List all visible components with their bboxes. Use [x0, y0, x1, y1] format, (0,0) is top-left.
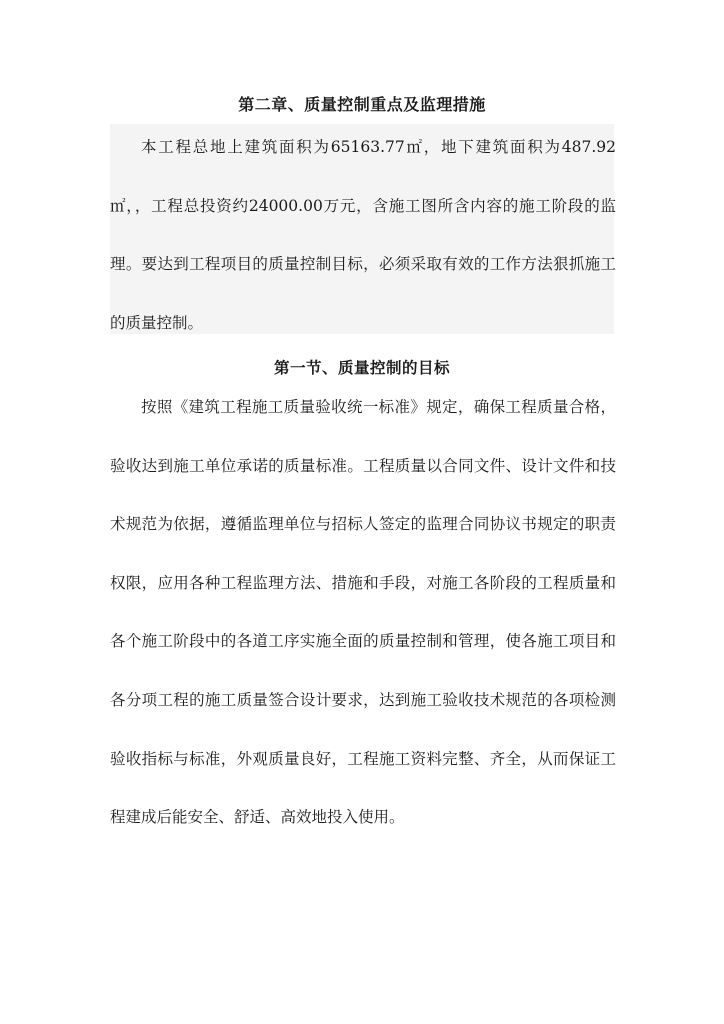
section-body-paragraph: 按照《建筑工程施工质量验收统一标准》规定，确保工程质量合格，验收达到施工单位承诺的质量标准。工程质量以合同文件、设计文件和技术规范为依据，遵循监理单位与招标人签定的监理合同协议书规定的职责权限，应用各种工程监理方法、措施和手段，对施工各阶段的工程质量和各个施工阶段中的各道工序实施全面的质量控制和管理，使各施工项目和各分项工程的施工质量签合设计要求，达到施工验收技术规范的各项检测验收指标与标准，外观质量良好，工程施工资料完整、齐全，从而保证工程建成后能安全、舒适、高效地投入使用。	[110, 398, 616, 827]
chapter-intro-paragraph: 本工程总地上建筑面积为65163.77㎡，地下建筑面积为487.92㎡，，工程总投资约24000.00万元，含施工图所含内容的施工阶段的监理。要达到工程项目的质量控制目标，必须采取有效的工作方法狠抓施工的质量控制。	[110, 138, 616, 332]
section-title: 第一节、质量控制的目标	[273, 359, 450, 377]
chapter-title: 第二章、质量控制重点及监理措施	[238, 95, 486, 114]
